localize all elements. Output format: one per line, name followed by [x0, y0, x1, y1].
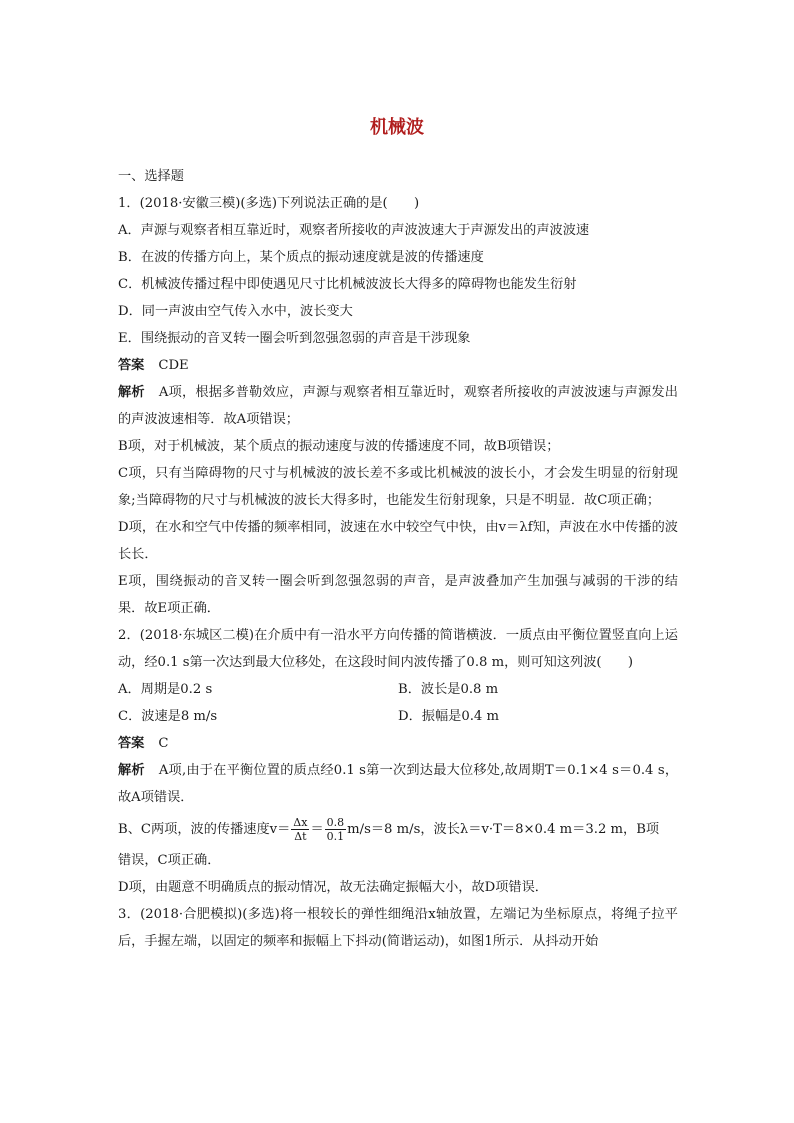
q1-analysis-a-text: A项，根据多普勒效应，声源与观察者相互靠近时，观察者所接收的声波波速与声源发出的声波波速相等．故A项错误； — [118, 385, 678, 427]
q2-stem: 2．(2018·东城区二模)在介质中有一沿水平方向传播的简谐横波．一质点由平衡位置竖直向上运动，经0.1 s第一次达到最大位移处，在这段时间内波传播了0.8 m，则可知这列波( ) — [118, 628, 678, 670]
q2-analysis-bc-post: m/s＝8 m/s，波长λ＝v·T＝8×0.4 m＝3.2 m，B项 — [347, 821, 660, 837]
analysis-label: 解析 — [118, 763, 145, 778]
q1-option-a: A．声源与观察者相互靠近时，观察者所接收的声波波速大于声源发出的声波波速 — [118, 223, 590, 238]
analysis-label: 解析 — [118, 385, 145, 400]
q1-analysis-e: E项，围绕振动的音叉转一圈会听到忽强忽弱的声音，是声波叠加产生加强与减弱的干涉的结果．故E项正确． — [118, 574, 678, 616]
q2-analysis-a-text: A项,由于在平衡位置的质点经0.1 s第一次到达最大位移处,故周期T＝0.1×4 s＝0.4 s，故A项错误． — [118, 763, 679, 805]
q2-analysis-d: D项，由题意不明确质点的振动情况，故无法确定振幅大小，故D项错误． — [118, 880, 548, 895]
fraction-dx-dt — [291, 816, 309, 843]
fraction-denominator: Δt — [294, 829, 307, 843]
q2-analysis-bc-pre: B、C两项，波的传播速度v＝ — [118, 821, 291, 837]
q2-option-c: C．波速是8 m/s — [118, 709, 218, 724]
q2-options-row-2 — [118, 703, 678, 730]
q3-stem: 3．(2018·合肥模拟)(多选)将一根较长的弹性细绳沿x轴放置，左端记为坐标原点，将绳子拉平后，手握左端，以固定的频率和振幅上下抖动(简谐运动)，如图1所示．从抖动开始 — [118, 907, 678, 949]
q1-analysis-c: C项，只有当障碍物的尺寸与机械波的波长差不多或比机械波的波长小，才会发生明显的衍射现象;当障碍物的尺寸与机械波的波长大得多时，也能发生衍射现象，只是不明显．故C项正确； — [118, 466, 678, 508]
document-body — [118, 163, 678, 955]
q2-option-d: D．振幅是0.4 m — [398, 709, 499, 724]
q1-answer-value: CDE — [158, 358, 189, 373]
q1-option-e: E．围绕振动的音叉转一圈会听到忽强忽弱的声音是干涉现象 — [118, 331, 471, 346]
answer-label: 答案 — [118, 358, 145, 373]
q1-analysis-a — [118, 379, 678, 433]
q2-analysis-bc-end: 错误，C项正确． — [118, 853, 221, 868]
fraction-numerator: 0.8 — [326, 815, 345, 829]
q2-option-b: B．波长是0.8 m — [398, 682, 499, 697]
q1-analysis-b: B项，对于机械波，某个质点的振动速度与波的传播速度不同，故B项错误； — [118, 439, 560, 454]
equals-sign: ＝ — [310, 821, 324, 837]
q2-analysis-a — [118, 757, 678, 811]
q2-option-a: A．周期是0.2 s — [118, 682, 213, 697]
q1-option-d: D．同一声波由空气传入水中，波长变大 — [118, 304, 353, 319]
fraction-numerator: Δx — [293, 815, 308, 829]
q2-options-row-1 — [118, 676, 678, 703]
q1-analysis-d: D项，在水和空气中传播的频率相同，波速在水中较空气中快，由v＝λf知，声波在水中传播的波长长． — [118, 520, 678, 562]
q1-answer — [118, 352, 678, 379]
fraction-values — [325, 816, 347, 843]
q2-answer — [118, 730, 678, 757]
q2-answer-value: C — [158, 736, 169, 751]
q1-option-c: C．机械波传播过程中即使遇见尺寸比机械波波长大得多的障碍物也能发生衍射 — [118, 277, 577, 292]
page-title: 机械波 — [370, 117, 424, 138]
fraction-denominator: 0.1 — [326, 829, 345, 843]
q2-analysis-bc-equation — [118, 811, 678, 847]
q1-option-b: B．在波的传播方向上，某个质点的振动速度就是波的传播速度 — [118, 250, 484, 265]
section-heading: 一、选择题 — [118, 169, 184, 184]
answer-label: 答案 — [118, 736, 145, 751]
q1-stem: 1．(2018·安徽三模)(多选)下列说法正确的是( ) — [118, 196, 420, 211]
